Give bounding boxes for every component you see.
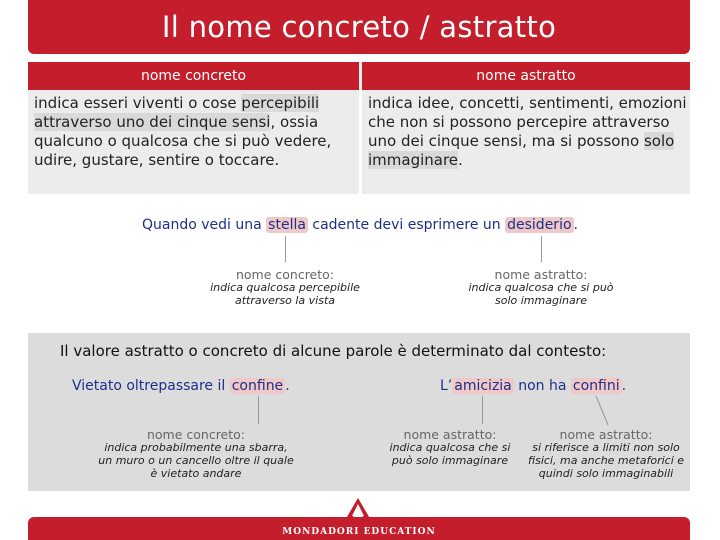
- note-confini: [526, 428, 686, 480]
- example-sentence-1: [0, 217, 720, 233]
- word-amicizia: amicizia: [454, 378, 512, 394]
- comparison-table: [28, 62, 690, 194]
- note-body: si riferisce a limiti non solo fisici, ma anche metaforici e quindi solo immaginabili: [527, 441, 685, 480]
- abstract-definition-text: indica idee, concetti, sentimenti, emozioni che non si possono percepire attraverso uno dei cinque sensi, ma si possono: [368, 94, 687, 150]
- note-head: nome concreto:: [146, 427, 246, 442]
- note-body: indica probabilmente una sbarra, un muro o un cancello oltre il quale è vietato andare: [98, 441, 294, 480]
- slide-title-bar: [28, 0, 690, 54]
- note-body: indica qualcosa che si può solo immaginare: [389, 441, 511, 467]
- example-text: .: [285, 378, 290, 394]
- example-text: Vietato oltrepassare il: [72, 378, 230, 394]
- concrete-definition-text-end: , ossia qualcuno o qualcosa che si può vedere, udire, gustare, sentire o toccare.: [34, 113, 332, 169]
- concrete-definition-emphasis: percepibili attraverso uno dei cinque sensi: [34, 94, 320, 131]
- note-confine: [96, 428, 296, 480]
- connector-line: [258, 396, 259, 424]
- example-sentence-2: [72, 378, 290, 394]
- slide-title: Il nome concreto / astratto: [161, 10, 557, 44]
- example-sentence-3: [440, 378, 626, 394]
- connector-line: [482, 396, 483, 424]
- abstract-definition: [368, 94, 688, 170]
- word-confine: confine: [231, 378, 284, 394]
- concrete-definition-text: indica esseri viventi o cose: [34, 94, 242, 112]
- note-desiderio: [460, 268, 622, 307]
- word-confini: confini: [572, 378, 620, 394]
- example-text: .: [573, 217, 578, 233]
- word-desiderio: desiderio: [507, 217, 572, 233]
- note-stella: [196, 268, 374, 307]
- context-title: Il valore astratto o concreto di alcune parole è determinato dal contesto:: [60, 342, 607, 360]
- note-head: nome concreto:: [235, 267, 335, 282]
- concrete-definition: [34, 94, 356, 170]
- example-text: cadente devi esprimere un: [307, 217, 506, 233]
- note-head: nome astratto:: [403, 427, 497, 442]
- abstract-definition-emphasis: solo immaginare: [368, 132, 675, 169]
- example-text: Quando vedi una: [142, 217, 267, 233]
- column-divider: [359, 90, 362, 194]
- word-stella: stella: [268, 217, 306, 233]
- connector-line: [541, 236, 542, 262]
- note-body: indica qualcosa percepibile attraverso la vista: [210, 281, 360, 307]
- connector-line: [285, 236, 286, 262]
- example-text: L’: [440, 378, 453, 394]
- example-text: non ha: [513, 378, 571, 394]
- connector-line: [590, 395, 614, 427]
- footer-bar: [28, 517, 690, 540]
- example-text: .: [621, 378, 627, 394]
- header-concrete: nome concreto: [28, 62, 359, 90]
- note-head: nome astratto:: [559, 427, 653, 442]
- note-amicizia: [384, 428, 516, 467]
- note-head: nome astratto:: [494, 267, 588, 282]
- note-body: indica qualcosa che si può solo immaginare: [468, 281, 614, 307]
- footer-brand: MONDADORI EDUCATION: [282, 526, 436, 537]
- abstract-definition-text-end: .: [458, 151, 463, 169]
- header-abstract: nome astratto: [362, 62, 690, 90]
